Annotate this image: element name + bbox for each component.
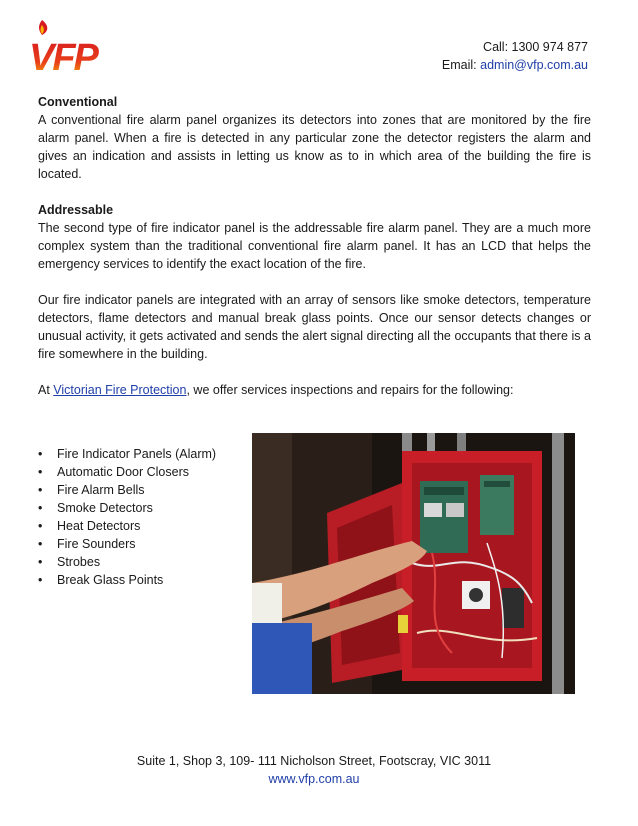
- list-item: • Strobes: [38, 553, 216, 571]
- fire-panel-photo: [252, 433, 575, 694]
- conventional-heading: Conventional: [38, 95, 118, 109]
- email-link[interactable]: admin@vfp.com.au: [480, 58, 588, 72]
- list-item: • Fire Sounders: [38, 535, 216, 553]
- main-content: [38, 93, 591, 399]
- vfp-logo: [28, 20, 120, 76]
- services-intro: [38, 381, 591, 399]
- victorian-fire-protection-link[interactable]: Victorian Fire Protection: [53, 383, 187, 397]
- svg-text:VFP: VFP: [29, 37, 97, 76]
- footer-website-link[interactable]: www.vfp.com.au: [268, 772, 360, 786]
- phone-text: Call: 1300 974 877: [483, 40, 588, 54]
- contact-block: [442, 38, 588, 74]
- addressable-paragraph: The second type of fire indicator panel is the addressable fire alarm panel. They are a much more complex system than the traditional conventional fire alarm panel. It has an LCD that helps the emergency services to identify the exact location of the fire.: [38, 221, 591, 271]
- integration-paragraph: Our fire indicator panels are integrated with an array of sensors like smoke detectors, temperature detectors, flame detectors and manual break glass points. Once our sensor detects changes or unusual activity, it gets activated and sends the alert signal directing all the occupants that there is a fire somewhere in the building.: [38, 293, 591, 361]
- footer-address: Suite 1, Shop 3, 109- 111 Nicholson Street, Footscray, VIC 3011: [136, 754, 492, 768]
- list-item: • Break Glass Points: [38, 571, 216, 589]
- list-item: • Automatic Door Closers: [38, 463, 216, 481]
- email-label: Email:: [441, 58, 477, 72]
- list-item: • Fire Alarm Bells: [38, 481, 216, 499]
- services-list: [38, 445, 216, 589]
- list-item: • Fire Indicator Panels (Alarm): [38, 445, 216, 463]
- services-intro-prefix: At: [38, 383, 50, 397]
- list-item: • Heat Detectors: [38, 517, 216, 535]
- conventional-paragraph: A conventional fire alarm panel organizes its detectors into zones that are monitored by the fire alarm panel. When a fire is detected in any particular zone the detector registers the alarm and gives an indication and assists in letting us know as to in which area of the building the fire is located.: [38, 113, 591, 181]
- services-intro-suffix: , we offer services inspections and repairs for the following:: [186, 383, 514, 397]
- list-item: • Smoke Detectors: [38, 499, 216, 517]
- email-line: [442, 56, 588, 74]
- footer: [0, 752, 628, 788]
- addressable-heading: Addressable: [38, 203, 114, 217]
